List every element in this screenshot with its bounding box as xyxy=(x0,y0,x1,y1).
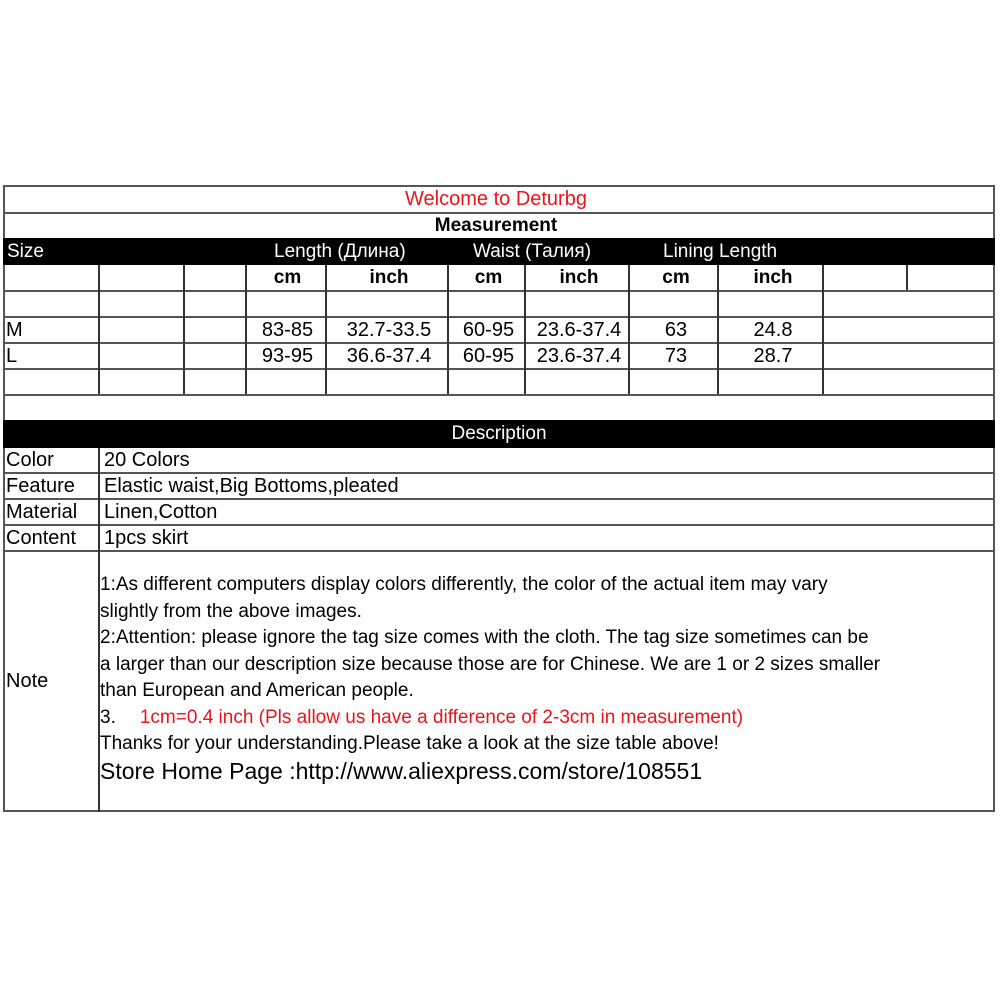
description-value: 20 Colors xyxy=(104,448,190,471)
waist-cm-value: 60-95 xyxy=(462,344,515,367)
note-line: than European and American people. xyxy=(100,680,414,701)
waist-cm-unit: cm xyxy=(474,267,503,288)
size-label: L xyxy=(6,344,18,367)
note-text xyxy=(100,572,990,784)
description-row-material xyxy=(3,500,995,524)
lining-inch-value: 28.7 xyxy=(753,344,793,367)
waist-inch-value: 23.6-37.4 xyxy=(536,344,622,367)
length-inch-value: 36.6-37.4 xyxy=(346,344,432,367)
description-label: Content xyxy=(6,526,77,549)
column-header-row xyxy=(3,238,995,265)
waist-header: Waist (Талия) xyxy=(473,240,592,262)
length-cm-unit: cm xyxy=(273,267,302,288)
description-row-color xyxy=(3,448,995,472)
description-label: Feature xyxy=(6,474,75,497)
length-cm-value: 83-85 xyxy=(261,318,314,341)
description-heading: Description xyxy=(451,423,547,444)
description-row-feature xyxy=(3,474,995,498)
store-title: Welcome to Deturbg xyxy=(405,188,587,210)
lining-length-header: Lining Length xyxy=(663,240,778,262)
units-row xyxy=(3,265,995,291)
note-line-3 xyxy=(100,705,990,732)
size-row-m xyxy=(3,318,995,342)
waist-inch-unit: inch xyxy=(559,267,599,288)
note-line: 1:As different computers display colors differently, the color of the actual item may vary xyxy=(100,574,828,595)
size-label: M xyxy=(6,318,23,341)
description-heading-row xyxy=(3,420,995,448)
lining-cm-value: 63 xyxy=(664,318,688,341)
size-header: Size xyxy=(7,240,44,262)
description-label: Material xyxy=(6,500,78,523)
note-line-3-prefix: 3. xyxy=(100,706,116,728)
length-header: Length (Длина) xyxy=(274,240,406,262)
waist-inch-value: 23.6-37.4 xyxy=(536,318,622,341)
description-row-content xyxy=(3,526,995,550)
store-home-page-link[interactable]: Store Home Page :http://www.aliexpress.com/store/108551 xyxy=(100,757,703,784)
title-row xyxy=(0,187,992,212)
waist-cm-value: 60-95 xyxy=(462,318,515,341)
lining-inch-unit: inch xyxy=(753,267,793,288)
thanks-line: Thanks for your understanding.Please take a look at the size table above! xyxy=(100,733,719,754)
size-row-l xyxy=(3,344,995,368)
lining-inch-value: 24.8 xyxy=(753,318,793,341)
note-line: a larger than our description size because those are for Chinese. We are 1 or 2 sizes smaller xyxy=(100,653,881,675)
length-inch-value: 32.7-33.5 xyxy=(346,318,432,341)
length-inch-unit: inch xyxy=(369,267,409,288)
description-label: Color xyxy=(6,448,54,471)
lining-cm-value: 73 xyxy=(664,344,688,367)
description-value: Elastic waist,Big Bottoms,pleated xyxy=(104,474,399,497)
note-label: Note xyxy=(6,669,49,692)
measurement-heading: Measurement xyxy=(434,215,558,236)
lining-cm-unit: cm xyxy=(662,267,690,288)
description-value: Linen,Cotton xyxy=(104,500,218,523)
length-cm-value: 93-95 xyxy=(261,344,314,367)
measurement-heading-row xyxy=(0,214,992,238)
description-value: 1pcs skirt xyxy=(104,526,189,549)
measurement-tolerance-note: 1cm=0.4 inch (Pls allow us have a difference of 2-3cm in measurement) xyxy=(139,706,744,728)
note-line: 2:Attention: please ignore the tag size comes with the cloth. The tag size sometimes can be xyxy=(100,627,869,648)
note-line: slightly from the above images. xyxy=(100,600,362,622)
